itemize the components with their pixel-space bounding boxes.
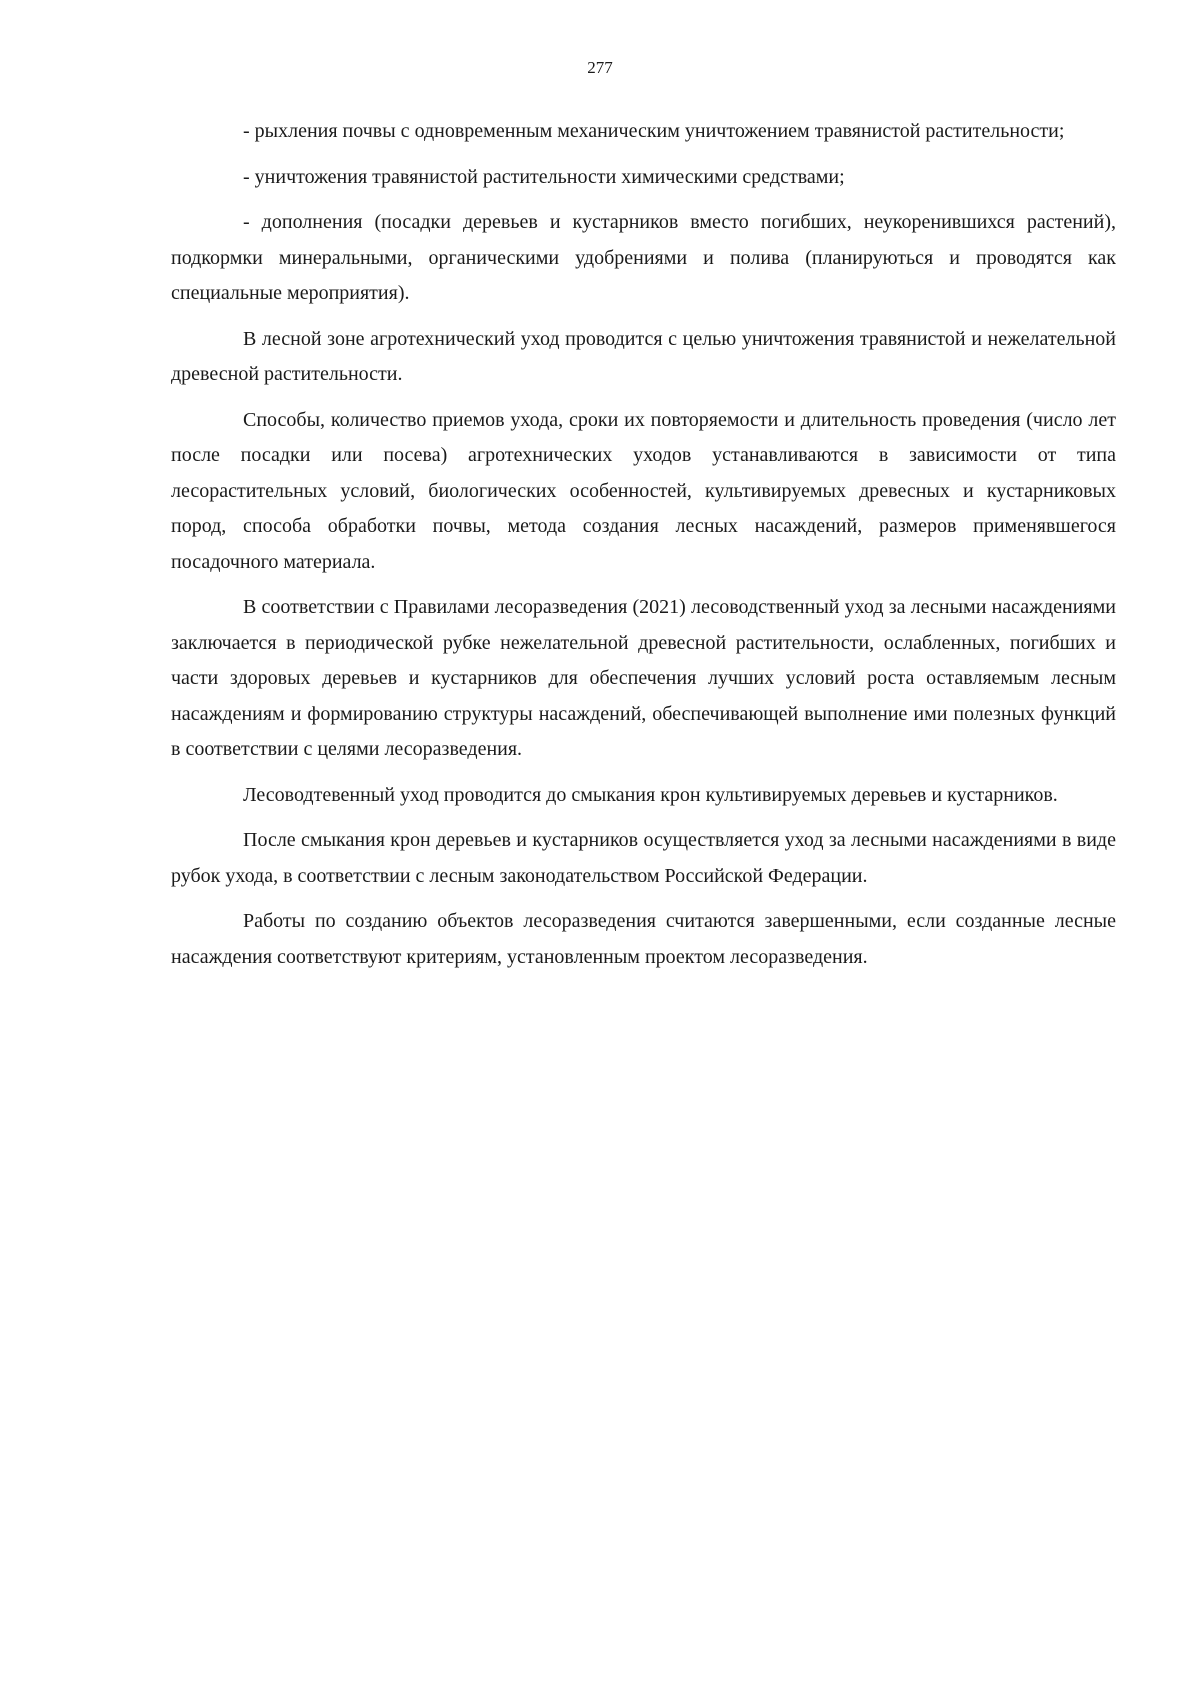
paragraph-supplementing: - дополнения (посадки деревьев и кустарников вместо погибших, неукоренившихся растений), подкормки минеральными, органическими удобрениями и полива (планируються и проводятся как специальные мероприятия). [171, 211, 1116, 304]
paragraph-chemical-weeding: - уничтожения травянистой растительности химическими средствами; [243, 165, 845, 188]
paragraph-forest-zone: В лесной зоне агротехнический уход проводится с целью уничтожения травянистой и нежелательной древесной растительности. [171, 327, 1116, 385]
text-body [171, 114, 1116, 975]
page-number: 277 [587, 58, 613, 77]
paragraph-completion: Работы по созданию объектов лесоразведения считаются завершенными, если созданные лесные насаждения соответствуют критериям, установленным проектом лесоразведения. [171, 910, 1116, 968]
paragraph-canopy-closure: Лесоводтевенный уход проводится до смыкания крон культивируемых деревьев и кустарников. [243, 783, 1058, 806]
paragraph-rules-2021: В соответствии с Правилами лесоразведения (2021) лесоводственный уход за лесными насаждениями заключается в периодической рубке нежелательной древесной растительности, ослабленных, погибших и части здоровых деревьев и кустарников для обеспечения лучших условий роста оставляемым лесным насаждениям и формированию структуры насаждений, обеспечивающей выполнение ими полезных функций в соответствии с целями лесоразведения. [171, 596, 1116, 760]
paragraph-loosening: - рыхления почвы с одновременным механическим уничтожением травянистой растительности; [243, 120, 1065, 142]
paragraph-thinning: После смыкания крон деревьев и кустарников осуществляется уход за лесными насаждениями в виде рубок ухода, в соответствии с лесным законодательством Российской Федерации. [171, 829, 1116, 887]
paragraph-methods: Способы, количество приемов ухода, сроки их повторяемости и длительность проведения (число лет после посадки или посева) агротехнических уходов устанавливаются в зависимости от типа лесорастительных условий, биологических особенностей, культивируемых древесных и кустарниковых пород, способа обработки почвы, метода создания лесных насаждений, размеров применявшегося посадочного материала. [171, 408, 1116, 573]
